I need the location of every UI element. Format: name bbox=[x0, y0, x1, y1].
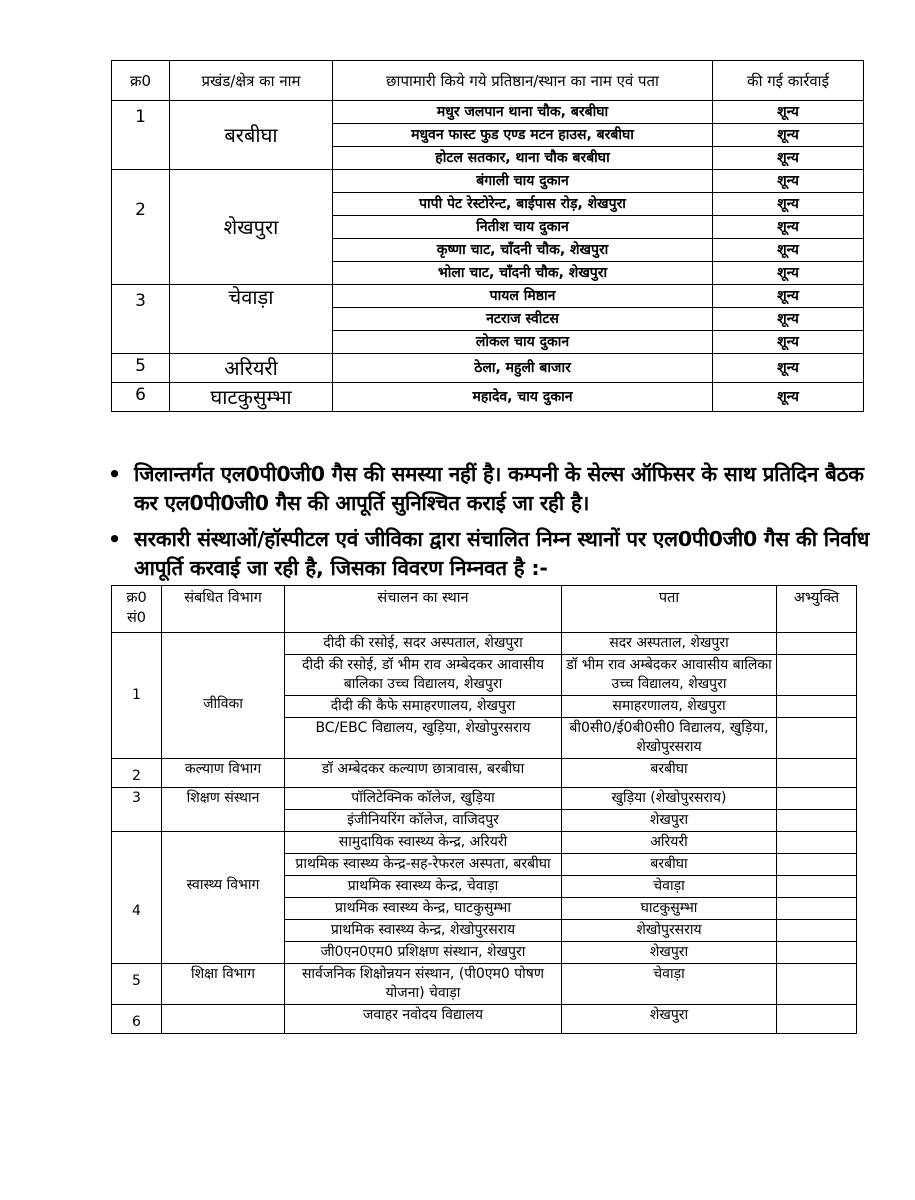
header-serial: क्र0 सं0 bbox=[112, 586, 162, 633]
table-row bbox=[112, 832, 857, 854]
remarks-cell bbox=[777, 854, 857, 876]
address-cell: अरियरी bbox=[562, 832, 777, 854]
action-cell: शून्य bbox=[713, 383, 864, 412]
block-cell: शेखपुरा bbox=[170, 170, 333, 285]
place-cell: भोला चाट, चाँदनी चौक, शेखपुरा bbox=[333, 262, 713, 285]
address-cell: बरबीघा bbox=[562, 854, 777, 876]
serial-cell: 3 bbox=[112, 788, 162, 832]
raid-table-header-row bbox=[112, 61, 864, 101]
address-cell: चेवाड़ा bbox=[562, 876, 777, 898]
serial-cell: 1 bbox=[112, 101, 170, 170]
action-cell: शून्य bbox=[713, 239, 864, 262]
serial-cell: 5 bbox=[112, 964, 162, 1005]
remarks-cell bbox=[777, 788, 857, 810]
place-cell: पायल मिष्ठान bbox=[333, 285, 713, 308]
remarks-cell bbox=[777, 898, 857, 920]
address-cell: शेखोपुरसराय bbox=[562, 920, 777, 942]
bullet-icon: • bbox=[108, 462, 121, 486]
address-cell: बरबीघा bbox=[562, 759, 777, 788]
place-cell: मधुवन फास्ट फुड एण्ड मटन हाउस, बरबीघा bbox=[333, 124, 713, 147]
address-cell: सदर अस्पताल, शेखपुरा bbox=[562, 633, 777, 655]
header-action: की गई कार्रवाई bbox=[713, 61, 864, 101]
table-row bbox=[112, 633, 857, 655]
action-cell: शून्य bbox=[713, 216, 864, 239]
remarks-cell bbox=[777, 942, 857, 964]
action-cell: शून्य bbox=[713, 124, 864, 147]
action-cell: शून्य bbox=[713, 354, 864, 383]
serial-cell: 4 bbox=[112, 832, 162, 964]
serial-cell: 3 bbox=[112, 285, 170, 354]
action-cell: शून्य bbox=[713, 308, 864, 331]
remarks-cell bbox=[777, 696, 857, 718]
serial-cell: 5 bbox=[112, 354, 170, 383]
header-serial: क्र0 bbox=[112, 61, 170, 101]
place-cell: कृष्णा चाट, चाँदनी चौक, शेखपुरा bbox=[333, 239, 713, 262]
supply-table bbox=[111, 585, 857, 1034]
table-row bbox=[112, 354, 864, 383]
remarks-cell bbox=[777, 759, 857, 788]
address-cell: समाहरणालय, शेखपुरा bbox=[562, 696, 777, 718]
header-place: छापामारी किये गये प्रतिष्ठान/स्थान का नाम एवं पता bbox=[333, 61, 713, 101]
place-cell: होटल सतकार, थाना चौक बरबीघा bbox=[333, 147, 713, 170]
location-cell: BC/EBC विद्यालय, खुड़िया, शेखोपुरसराय bbox=[285, 718, 562, 759]
address-cell: शेखपुरा bbox=[562, 942, 777, 964]
location-cell: सामुदायिक स्वास्थ्य केन्द्र, अरियरी bbox=[285, 832, 562, 854]
remarks-cell bbox=[777, 876, 857, 898]
remarks-cell bbox=[777, 655, 857, 696]
header-location: संचालन का स्थान bbox=[285, 586, 562, 633]
department-cell: शिक्षा विभाग bbox=[162, 964, 285, 1005]
serial-cell: 6 bbox=[112, 1005, 162, 1034]
remarks-cell bbox=[777, 810, 857, 832]
serial-cell: 2 bbox=[112, 170, 170, 285]
remarks-cell bbox=[777, 633, 857, 655]
block-cell: चेवाड़ा bbox=[170, 285, 333, 354]
header-block: प्रखंड/क्षेत्र का नाम bbox=[170, 61, 333, 101]
address-cell: घाटकुसुम्भा bbox=[562, 898, 777, 920]
remarks-cell bbox=[777, 832, 857, 854]
location-cell: डॉ अम्बेदकर कल्याण छात्रावास, बरबीघा bbox=[285, 759, 562, 788]
address-cell: शेखपुरा bbox=[562, 1005, 777, 1034]
location-cell: दीदी की रसोई, सदर अस्पताल, शेखपुरा bbox=[285, 633, 562, 655]
table-row bbox=[112, 101, 864, 124]
department-cell bbox=[162, 1005, 285, 1034]
location-cell: प्राथमिक स्वास्थ्य केन्द्र-सह-रेफरल अस्पता, बरबीघा bbox=[285, 854, 562, 876]
header-address: पता bbox=[562, 586, 777, 633]
location-cell: इंजीनियरिंग कॉलेज, वाजिदपुर bbox=[285, 810, 562, 832]
block-cell: बरबीघा bbox=[170, 101, 333, 170]
action-cell: शून्य bbox=[713, 285, 864, 308]
supply-table-header-row bbox=[112, 586, 857, 633]
table-row bbox=[112, 788, 857, 810]
table-row bbox=[112, 964, 857, 1005]
location-cell: जवाहर नवोदय विद्यालय bbox=[285, 1005, 562, 1034]
location-cell: प्राथमिक स्वास्थ्य केन्द्र, चेवाड़ा bbox=[285, 876, 562, 898]
raid-table bbox=[111, 60, 864, 412]
location-cell: प्राथमिक स्वास्थ्य केन्द्र, घाटकुसुम्भा bbox=[285, 898, 562, 920]
location-cell: दीदी की रसोई, डॉ भीम राव अम्बेदकर आवासीय बालिका उच्च विद्यालय, शेखपुरा bbox=[285, 655, 562, 696]
place-cell: पापी पेट रेस्टोरेन्ट, बाईपास रोड़, शेखपुरा bbox=[333, 193, 713, 216]
bullet-paragraph bbox=[108, 525, 888, 583]
department-cell: कल्याण विभाग bbox=[162, 759, 285, 788]
address-cell: बी0सी0/ई0बी0सी0 विद्यालय, खुड़िया, शेखोपुरसराय bbox=[562, 718, 777, 759]
remarks-cell bbox=[777, 964, 857, 1005]
block-cell: घाटकुसुम्भा bbox=[170, 383, 333, 412]
address-cell: चेवाड़ा bbox=[562, 964, 777, 1005]
serial-cell: 2 bbox=[112, 759, 162, 788]
action-cell: शून्य bbox=[713, 193, 864, 216]
place-cell: मधुर जलपान थाना चौक, बरबीघा bbox=[333, 101, 713, 124]
place-cell: नितीश चाय दुकान bbox=[333, 216, 713, 239]
bullet-text: सरकारी संस्थाओं/हॉस्पीटल एवं जीविका द्वारा संचालित निम्न स्थानों पर एल0पी0जी0 गैस की निर्वाध आपूर्ति करवाई जा रही है, जिसका विवरण निम्नवत है :- bbox=[134, 527, 870, 580]
place-cell: महादेव, चाय दुकान bbox=[333, 383, 713, 412]
serial-cell: 1 bbox=[112, 633, 162, 759]
place-cell: नटराज स्वीटस bbox=[333, 308, 713, 331]
action-cell: शून्य bbox=[713, 101, 864, 124]
action-cell: शून्य bbox=[713, 331, 864, 354]
place-cell: ठेला, महुली बाजार bbox=[333, 354, 713, 383]
header-remarks: अभ्युक्ति bbox=[777, 586, 857, 633]
remarks-cell bbox=[777, 718, 857, 759]
table-row bbox=[112, 759, 857, 788]
address-cell: डॉ भीम राव अम्बेदकर आवासीय बालिका उच्च विद्यालय, शेखपुरा bbox=[562, 655, 777, 696]
table-row bbox=[112, 383, 864, 412]
serial-cell: 6 bbox=[112, 383, 170, 412]
location-cell: सार्वजनिक शिक्षोन्नयन संस्थान, (पी0एम0 पोषण योजना) चेवाड़ा bbox=[285, 964, 562, 1005]
table-row bbox=[112, 1005, 857, 1034]
block-cell: अरियरी bbox=[170, 354, 333, 383]
department-cell: स्वास्थ्य विभाग bbox=[162, 832, 285, 964]
location-cell: पॉलिटेक्निक कॉलेज, खुड़िया bbox=[285, 788, 562, 810]
bullet-icon: • bbox=[108, 527, 121, 551]
bullet-text: जिलान्तर्गत एल0पी0जी0 गैस की समस्या नहीं है। कम्पनी के सेल्स ऑफिसर के साथ प्रतिदिन बैठक कर एल0पी0जी0 गैस की आपूर्ति सुनिश्चित कराई जा रही है। bbox=[134, 462, 864, 515]
department-cell: जीविका bbox=[162, 633, 285, 759]
place-cell: बंगाली चाय दुकान bbox=[333, 170, 713, 193]
location-cell: जी0एन0एम0 प्रशिक्षण संस्थान, शेखपुरा bbox=[285, 942, 562, 964]
action-cell: शून्य bbox=[713, 262, 864, 285]
department-cell: शिक्षण संस्थान bbox=[162, 788, 285, 832]
table-row bbox=[112, 170, 864, 193]
location-cell: दीदी की कैफे समाहरणालय, शेखपुरा bbox=[285, 696, 562, 718]
action-cell: शून्य bbox=[713, 147, 864, 170]
table-row bbox=[112, 285, 864, 308]
place-cell: लोकल चाय दुकान bbox=[333, 331, 713, 354]
action-cell: शून्य bbox=[713, 170, 864, 193]
location-cell: प्राथमिक स्वास्थ्य केन्द्र, शेखोपुरसराय bbox=[285, 920, 562, 942]
address-cell: शेखपुरा bbox=[562, 810, 777, 832]
address-cell: खुड़िया (शेखोपुरसराय) bbox=[562, 788, 777, 810]
remarks-cell bbox=[777, 1005, 857, 1034]
header-department: संबधित विभाग bbox=[162, 586, 285, 633]
remarks-cell bbox=[777, 920, 857, 942]
bullet-paragraph bbox=[108, 460, 888, 518]
